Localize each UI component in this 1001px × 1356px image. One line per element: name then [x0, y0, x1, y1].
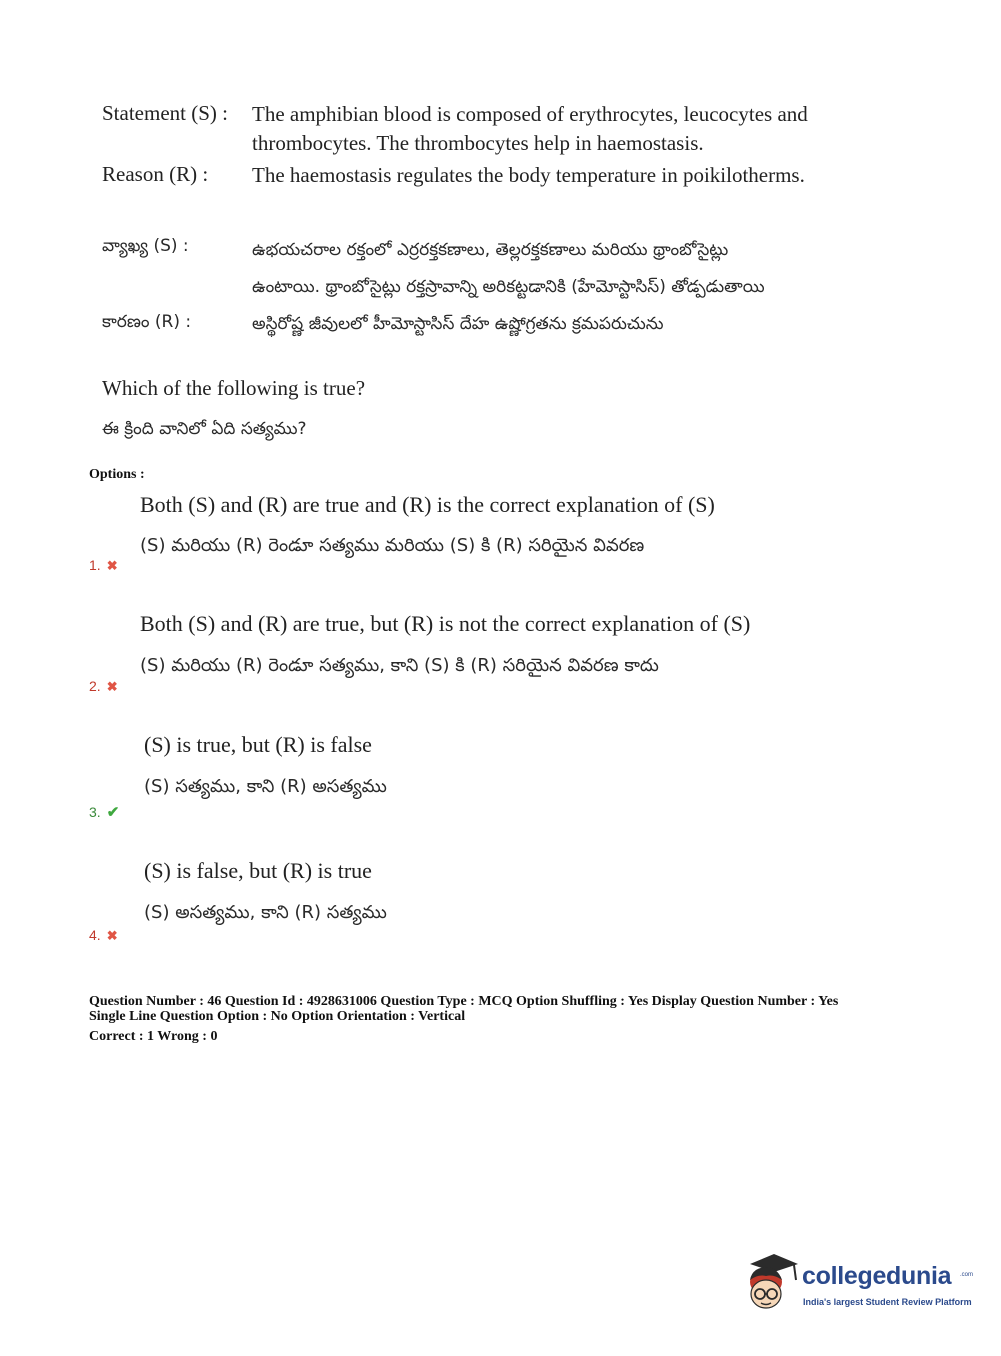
option-2-te: (S) మరియు (R) రెండూ సత్యము, కాని (S) కి (R) సరియైన వివరణ కాదు — [140, 655, 659, 676]
check-icon: ✔ — [106, 804, 120, 821]
option-1-te: (S) మరియు (R) రెండూ సత్యము మరియు (S) కి (R) సరియైన వివరణ — [140, 535, 645, 556]
statement-line-2: thrombocytes. The thrombocytes help in haemostasis. — [252, 131, 704, 155]
question-te-text: ఈ క్రింది వానిలో ఏది సత్యము? — [102, 419, 307, 439]
option-3-number: 3. — [89, 804, 101, 820]
statement-label: Statement (S) : — [102, 101, 228, 125]
option-2-en: Both (S) and (R) are true, but (R) is not the correct explanation of (S) — [140, 611, 751, 636]
reason-text: The haemostasis regulates the body temperature in poikilotherms. — [252, 163, 805, 187]
option-2-marker — [89, 678, 118, 695]
mascot-icon — [742, 1250, 802, 1316]
option-4-en: (S) is false, but (R) is true — [144, 858, 372, 883]
logo-name: collegedunia — [802, 1262, 952, 1290]
option-1-en: Both (S) and (R) are true and (R) is the correct explanation of (S) — [140, 492, 715, 517]
cross-icon: ✖ — [106, 679, 118, 694]
reason-label: Reason (R) : — [102, 162, 209, 186]
question-text: Which of the following is true? — [102, 376, 366, 400]
statement-te-text — [252, 232, 902, 306]
options-label: Options : — [89, 467, 145, 482]
question-meta-line-1: Question Number : 46 Question Id : 4928631006 Question Type : MCQ Option Shuffling : Yes Display Question Number : Yes — [89, 994, 839, 1009]
cross-icon: ✖ — [106, 558, 118, 573]
logo-suffix: .com — [960, 1272, 974, 1278]
option-2-number: 2. — [89, 678, 101, 694]
statement-te-line-1: ఉభయచరాల రక్తంలో ఎర్రరక్తకణాలు, తెల్లరక్తకణాలు మరియు థ్రాంబోసైట్లు — [252, 240, 729, 260]
option-3-marker — [89, 803, 119, 821]
collegedunia-logo[interactable] — [742, 1250, 972, 1320]
statement-line-1: The amphibian blood is composed of erythrocytes, leucocytes and — [252, 102, 808, 126]
statement-text — [252, 100, 902, 158]
option-4-te: (S) అసత్యము, కాని (R) సత్యము — [144, 902, 387, 923]
option-3-en: (S) is true, but (R) is false — [144, 732, 372, 757]
option-3-te: (S) సత్యము, కాని (R) అసత్యము — [144, 776, 387, 797]
question-meta-line-3: Correct : 1 Wrong : 0 — [89, 1029, 218, 1044]
cross-icon: ✖ — [106, 928, 118, 943]
statement-te-line-2: ఉంటాయి. థ్రాంబోసైట్లు రక్తస్రావాన్ని అరికట్టడానికి (హేమోస్టాసిస్) తోడ్పడుతాయి — [252, 277, 765, 297]
option-1-number: 1. — [89, 557, 101, 573]
question-meta-line-2: Single Line Question Option : No Option Orientation : Vertical — [89, 1009, 466, 1024]
option-4-number: 4. — [89, 927, 101, 943]
reason-te-label: కారణం (R) : — [102, 312, 192, 332]
statement-te-label: వ్యాఖ్య (S) : — [102, 236, 189, 256]
option-4-marker — [89, 927, 118, 944]
logo-tagline: India's largest Student Review Platform — [803, 1297, 972, 1307]
reason-te-text: అస్థిరోష్ణ జీవులలో హీమోస్టాసిస్ దేహ ఉష్ణోగ్రతను క్రమపరుచును — [252, 314, 664, 334]
option-1-marker — [89, 557, 118, 574]
